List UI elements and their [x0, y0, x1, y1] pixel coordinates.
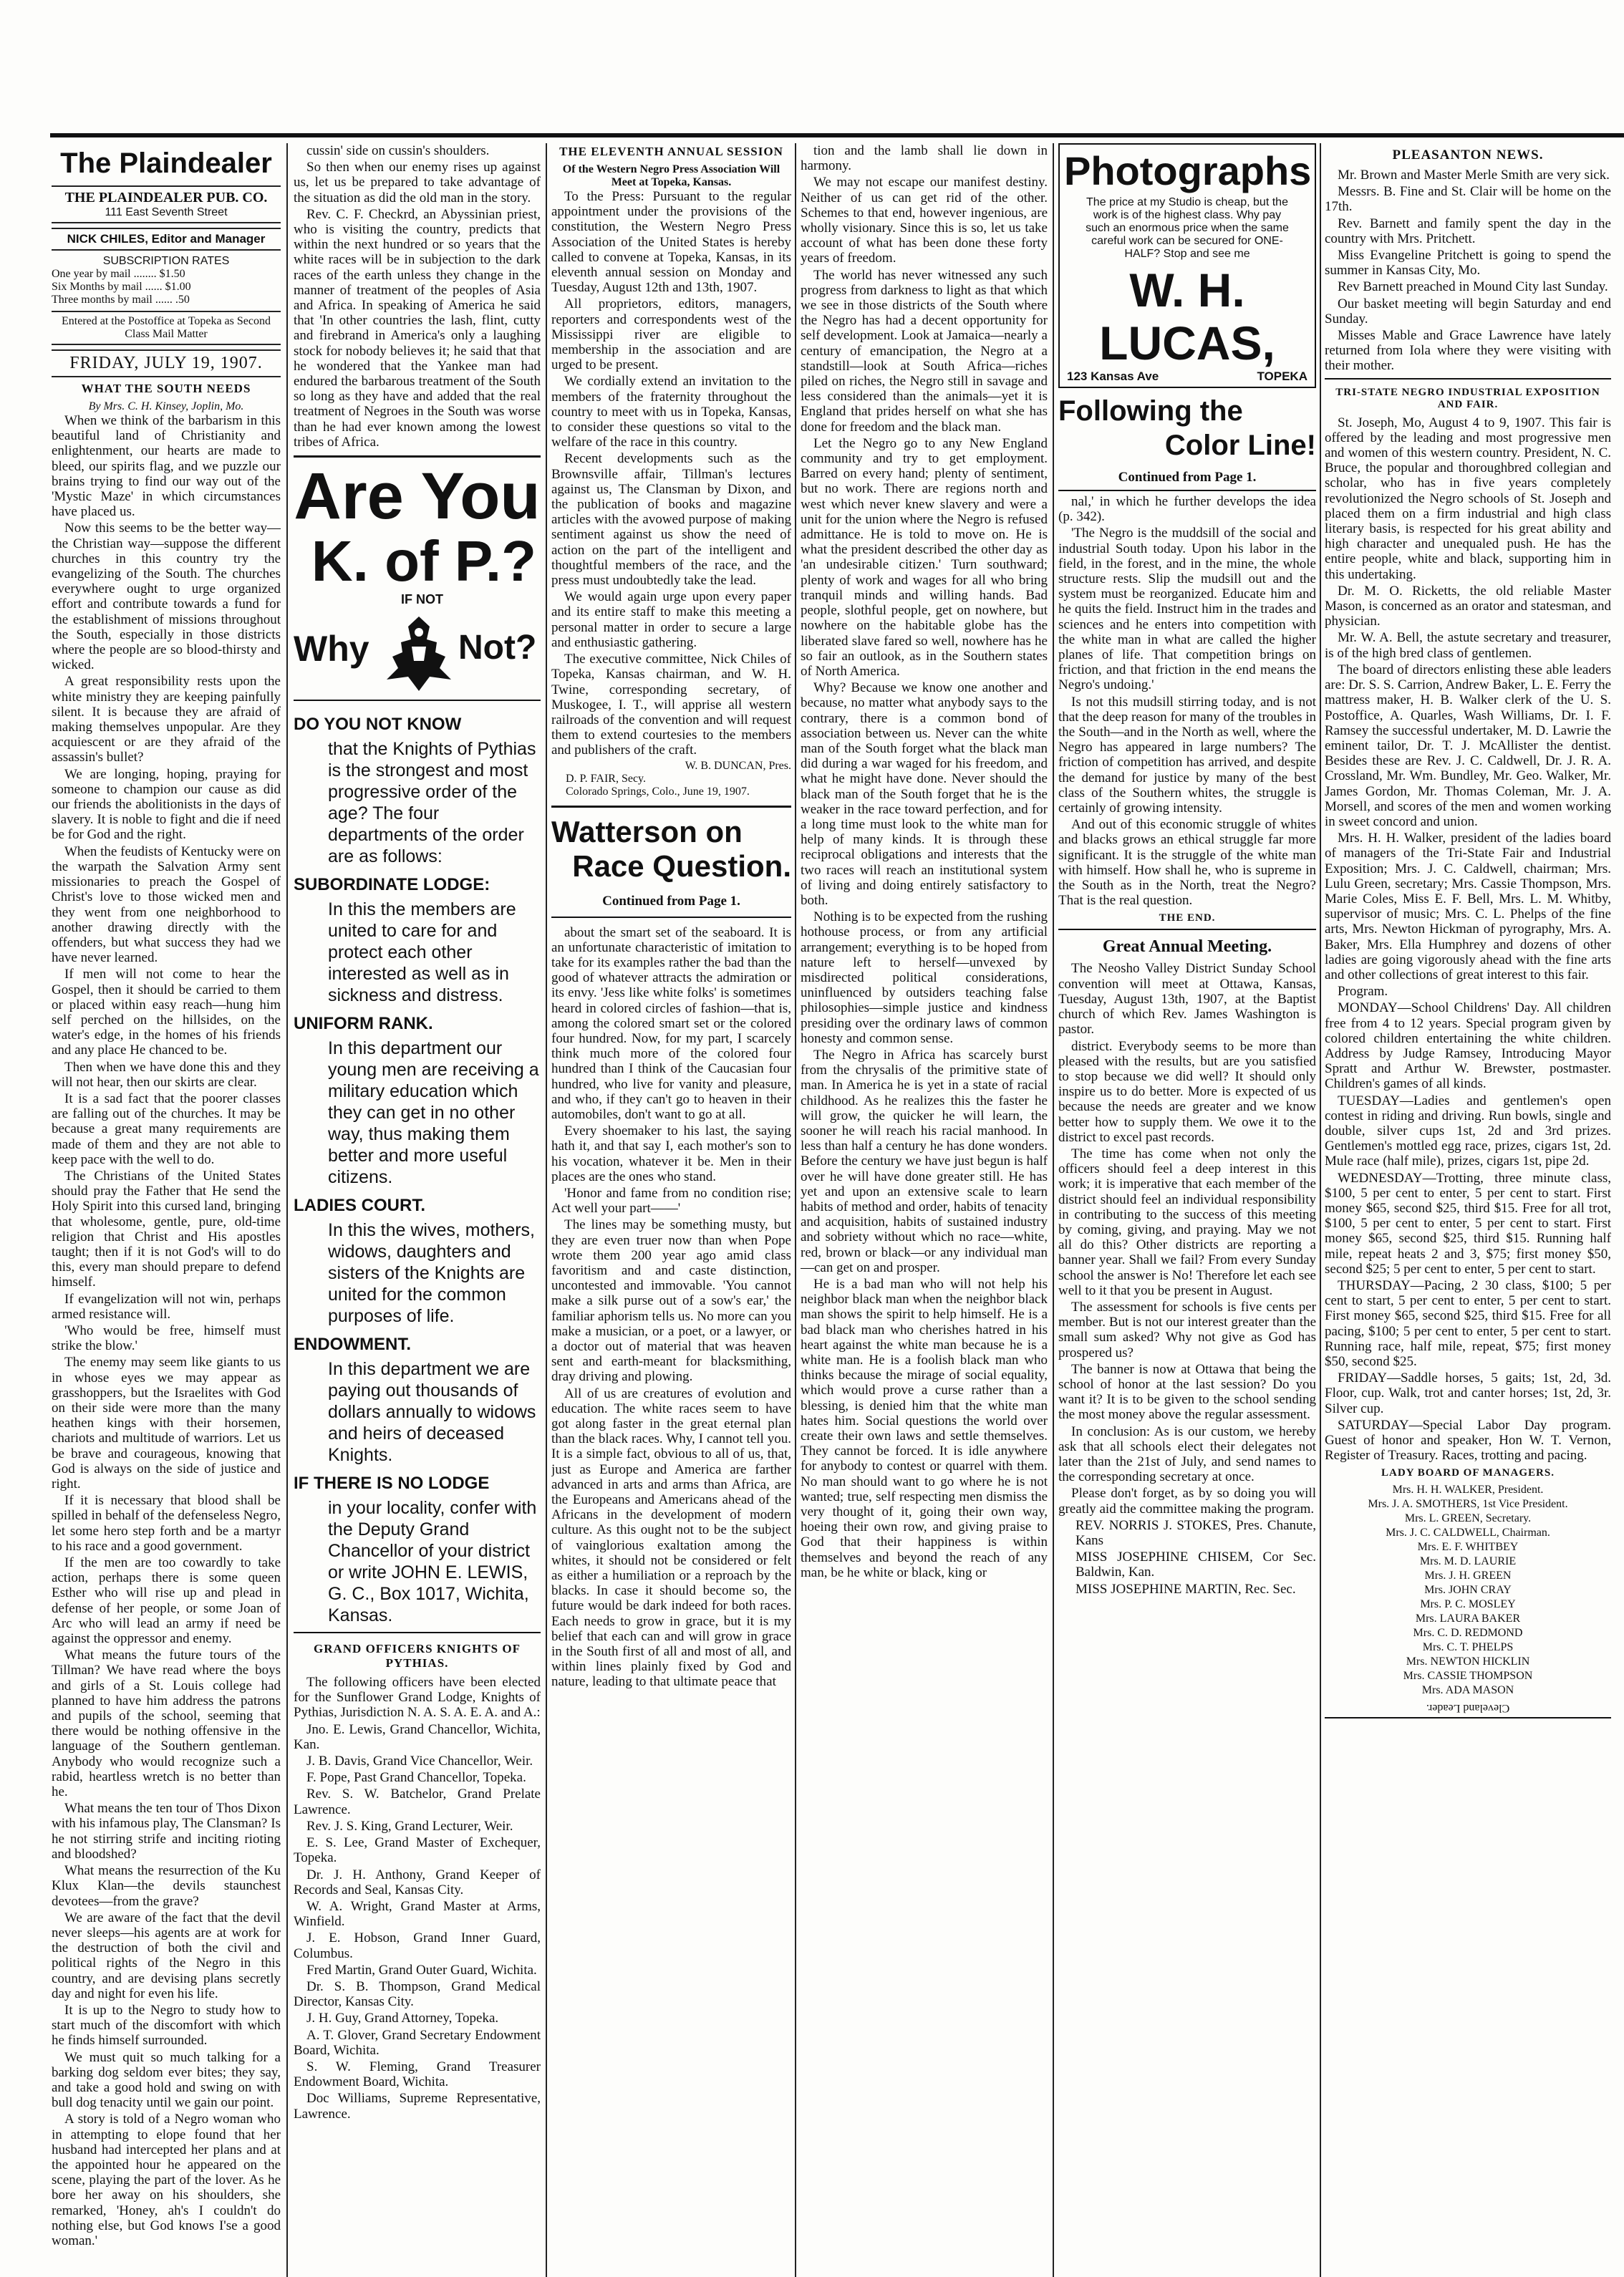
ad-title: Photographs — [1064, 148, 1312, 193]
officer-entry: J. E. Hobson, Grand Inner Guard, Columbus. — [294, 1930, 541, 1961]
paragraph: The Negro in Africa has scarcely burst from the chrysalis of the primitive state of man. In America he is yet in a state of racial childhood. As he realizes this the faster he will grow, the quicker he will learn, the sooner he will reach his racial manhood. In less than half a century he has done wonders. Before the century we have just begun is half over he will have done greater still. He has yet and upon an extensive scale to learn habits of method and order, habits of tenacity and acquisition, habits of sustained industry and sobriety without which no race—white, red, brown or black—or any individual man—can get on and prosper. — [801, 1047, 1048, 1275]
paragraph: We are aware of the fact that the devil never sleeps—his agents are at work for the destruction of both the civil and political rights of the Negro in this country, and are devising plans secretly day and night for even his life. — [52, 1910, 281, 2001]
paragraph: When the feudists of Kentucky were on the warpath the Salvation Army sent missionaries to preach the Gospel of Christ's love to those wicked men and they went from one neighborhood to another drawing directly with the offenders, but what success they had we have never learned. — [52, 843, 281, 966]
paragraph: The enemy may seem like giants to us in whose eyes we may appear as grasshoppers, but the Israelites with God on their side were more than the many heathen kings with their horsemen, chariots and multitude of warriors. Let us be brave and courageous, knowing that God is always on the side of justice and right. — [52, 1355, 281, 1492]
officer-entry: W. A. Wright, Grand Master at Arms, Winfield. — [294, 1898, 541, 1930]
paragraph: What means the future tours of the Tillman? We have read where the boys and girls of a St. Louis college had planned to have him address the patrons and pupils of the school, seeming that there would be nothing offensive in the language of the Southern gentleman. Anybody who would recognize such a rabid, heartless wretch is no better than he. — [52, 1648, 281, 1800]
section-heading: ENDOWMENT. — [294, 1335, 411, 1355]
article-headline: TRI-STATE NEGRO INDUSTRIAL EXPOSITION AND FAIR. — [1335, 386, 1600, 410]
signature: W. B. DUNCAN, Pres. — [685, 759, 791, 772]
manager-entry: Mrs. NEWTON HICKLIN — [1406, 1655, 1530, 1668]
manager-entry: Mrs. ADA MASON — [1421, 1684, 1514, 1697]
column-rule — [1053, 143, 1054, 2277]
paragraph: The lines may be something musty, but they are even truer now than when Pope wrote them 200 year ago amid class favoritism and and caste distinction, uncontested and immovable. 'You cannot make a silk purse out of a sow's ear,' the familiar aphorism tells us. No more can you make a musician, or a poet, or a lawyer, or a doctor out of material that was heaven sent and earth-meant for blacksmithing, dray driving and plowing. — [551, 1217, 791, 1385]
section-heading: SUBORDINATE LODGE: — [294, 875, 490, 895]
paragraph: Nothing is to be expected from the rushing hothouse process, or from any artificial arrangement; everything is to be hoped from nature left to herself—unvexed by misdirected political considerations, uninfluenced by outsiders teaching false philosophies—simple justice and kindness presiding over the ordinary laws of common honesty and common sense. — [801, 909, 1048, 1046]
paragraph: It is up to the Negro to study how to start much of the discomfort with which he finds himself surrounded. — [52, 2002, 281, 2049]
signature: REV. NORRIS J. STOKES, Pres. Chanute, Kans — [1076, 1517, 1316, 1548]
paragraph: Is not this mudsill stirring today, and is not that the deep reason for many of the troubles in the South—and in the North as well, where the Negro has appeared in large numbers? The friction of competition has arrived, and despite the demand for justice by many of the best class of the Southern whites, the struggle is certainly of growing intensity. — [1058, 694, 1316, 816]
column-6 — [1325, 143, 1611, 1718]
paragraph: What means the resurrection of the Ku Klux Klan—the devils staunchest devotees—from the grave? — [52, 1863, 281, 1909]
article-body — [551, 925, 791, 1690]
byline: By Mrs. C. H. Kinsey, Joplin, Mo. — [88, 400, 244, 412]
continued-note: Continued from Page 1. — [1118, 470, 1257, 485]
upside-down-credit: Cleveland Leader. — [1325, 1701, 1611, 1718]
paragraph: The following officers have been elected for the Sunflower Grand Lodge, Knights of Pythias, Jurisdiction N. A. S. A. E. A. and A.: — [294, 1675, 541, 1721]
paragraph: Please don't forget, as by so doing you will greatly aid the committee making the program. — [1058, 1486, 1316, 1517]
paragraph: If evangelization will not win, perhaps armed resistance will. — [52, 1291, 281, 1322]
section-heading: LADIES COURT. — [294, 1196, 426, 1216]
watterson-header — [551, 806, 791, 918]
continued-note: Continued from Page 1. — [602, 893, 740, 909]
masthead-address: 111 East Seventh Street — [105, 206, 228, 218]
paragraph: WEDNESDAY—Trotting, three minute class, $100, 5 per cent to enter, 5 per cent to start. First money $65, second $25, third $15. Free for all trot, $100, 5 per cent to enter, 5 per cent to start. First money $65, second $25, third $15. Running half mile, repeat heats 2 and 3, $75; first money $50, second $25; 5 per cent to enter, 5 per cent to start. — [1325, 1170, 1611, 1277]
ad-address: 123 Kansas Ave — [1067, 369, 1159, 383]
knights-helmet-icon — [380, 611, 458, 697]
news-item: Messrs. B. Fine and St. Clair will be home on the 17th. — [1325, 184, 1611, 215]
signature: MISS JOSEPHINE MARTIN, Rec. Sec. — [1076, 1581, 1296, 1597]
ad-city: TOPEKA — [1257, 369, 1308, 383]
paragraph: St. Joseph, Mo, August 4 to 9, 1907. This fair is offered by the leading and most progressive men and women of this western country. President, N. C. Bruce, the popular and thoroughbred collegian and scholar, who has in five years completely revolutionized the Negro schools of St. Joseph and placed them on a firm industrial and high class literary basis, is respected for his great ability and high character and unequaled push. He has the entire people, white and black, supporting him in this undertaking. — [1325, 415, 1611, 582]
officer-entry: J. H. Guy, Grand Attorney, Topeka. — [306, 2011, 499, 2026]
section-text: In this department we are paying out thousands of dollars annually to widows and heirs of deceased Knights. — [328, 1359, 536, 1466]
news-item: Rev Barnett preached in Mound City last Sunday. — [1338, 279, 1608, 295]
manager-entry: Mrs. J. C. CALDWELL, Chairman. — [1386, 1527, 1550, 1539]
paragraph: 'The Negro is the muddsill of the social and industrial South today. Upon his labor in the field, in the forest, and in the mine, the whole structure rests. Slip the mudsill out and the system must be reorganized. Educate him and he quits the field. Instruct him in the trades and sciences and he enters into competition with the white man in what are called the higher planes of life. That competition brings on friction, and that friction in the end means the Negro's undoing.' — [1058, 526, 1316, 693]
officer-entry: Dr. S. B. Thompson, Grand Medical Director, Kansas City. — [294, 1978, 541, 2010]
manager-entry: Mrs. P. C. MOSLEY — [1420, 1598, 1516, 1611]
photo-advertisement — [1058, 143, 1316, 388]
paragraph: nal,' in which he further develops the idea (p. 342). — [1058, 494, 1316, 525]
manager-entry: Mrs. J. H. GREEN — [1424, 1570, 1512, 1582]
paragraph: So then when our enemy rises up against us, let us be prepared to take advantage of the situation as did the old man in the story. — [294, 160, 541, 206]
column-2 — [294, 143, 541, 2123]
officer-entry: F. Pope, Past Grand Chancellor, Topeka. — [306, 1770, 526, 1786]
section-heading: DO YOU NOT KNOW — [294, 715, 462, 735]
signature: D. P. FAIR, Secy. — [566, 772, 647, 785]
paragraph: The assessment for schools is five cents per member. But is not our interest greater than the small sum asked? Why not give as God has prospered us? — [1058, 1299, 1316, 1360]
news-item: Mr. Brown and Master Merle Smith are very sick. — [1338, 168, 1610, 183]
rate-line: Six Months by mail ...... $1.00 — [52, 281, 191, 293]
officer-entry: Rev. S. W. Batchelor, Grand Prelate Lawrence. — [294, 1787, 541, 1817]
paragraph: 'Honor and fame from no condition rise; Act well your part——' — [551, 1185, 791, 1217]
paragraph: cussin' side on cussin's shoulders. — [306, 143, 490, 158]
news-item: Misses Mable and Grace Lawrence have lately returned from Iola where they were visiting with their mother. — [1325, 328, 1611, 374]
paragraph: In conclusion: As is our custom, we hereby ask that all schools elect their delegates not later than the 21st of July, and send names to the corresponding secretary at once. — [1058, 1423, 1316, 1485]
section-text: In this department our young men are receiving a military education which they can get in no other way, thus making them better and more useful citizens. — [328, 1038, 539, 1188]
paragraph: The Christians of the United States should pray the Father that He send the Holy Spirit into this cursed land, bringing that wholesome, gentle, pure, old-time religion that Christ and His apostles taught; then if it is not God's will to do this, every man should prepare to defend himself. — [52, 1168, 281, 1290]
paragraph: The executive committee, Nick Chiles of Topeka, Kansas chairman, and W. H. Twine, corresponding secretary, of Muskogee, I. T., will apprise all western railroads of the convention and will request them to extend courtesies to the members and publishers of the craft. — [551, 652, 791, 758]
article-body — [551, 189, 791, 758]
article-body — [1325, 415, 1611, 1464]
paragraph: Dr. M. O. Ricketts, the old reliable Master Mason, is concerned as an orator and statesman, and physician. — [1325, 583, 1611, 629]
signature: MISS JOSEPHINE CHISEM, Cor Sec. Baldwin, Kan. — [1076, 1550, 1316, 1580]
column-rule — [795, 143, 796, 2277]
article-title: Watterson on — [551, 814, 743, 849]
not-text: Not? — [458, 629, 537, 667]
paragraph: about the smart set of the seaboard. It is an unfortunate characteristic of imitation to take for its examples rather the bad than the good of whatever attracts the admiration or its envy. 'Jess like white folks' is sometimes heard in colored circles of fashion—that is, among the colored smart set or the colored four hundred. Now, for my part, I scarcely think much more of the colored four hundred than I think of the Caucasian four hundred, who live for vanity and pleasure, and who, if they can't go to heaven in their automobiles, don't want to go at all. — [551, 924, 791, 1122]
officer-entry: Fred Martin, Grand Outer Guard, Wichita. — [306, 1962, 537, 1978]
column-rule — [1320, 143, 1321, 2277]
paragraph: We are longing, hoping, praying for someone to champion our cause as did our friends the abolitionists in the days of slavery. It is noble to fight and die if need be for God and the right. — [52, 766, 281, 843]
paragraph: He is a bad man who will not help his neighbor black man when the neighbor black man shows the spirit to help himself. He is a bad black man who cherishes hatred in his heart against the white man because he is a white man. He is a foolish black man who thinks because the mirage of social equality, which would prove a curse rather than a blessing, is denied him that the white man hates him. Social questions the world over create their own laws and settle themselves. They cannot be forced. It is idle anywhere for anybody to contest or quarrel with them. No man should want to go where he is not wanted; true, self respecting men dismiss the very thought of it, going their own way, hoeing their own row, and giving praise to God that their happiness is within themselves and beyond the reach of any man, be he white or black, king or — [801, 1277, 1048, 1580]
manager-entry: Mrs. E. F. WHITBEY — [1417, 1541, 1519, 1554]
paragraph: And out of this economic struggle of whites and blacks grows an ethical struggle far more significant. It is the struggle of the white man with himself. How shall he, who is supreme in the South as in the North, treat the Negro? That is the real question. — [1058, 817, 1316, 909]
paragraph: MONDAY—School Childrens' Day. All children free from 4 to 12 years. Special program given by colored children entertaining the white children. Address by Judge Ramsey, Introducing Mayor Spratt and Arthur W. Brewster, postmaster. Children's games of all kinds. — [1325, 1000, 1611, 1092]
paragraph: All proprietors, editors, managers, reporters and correspondents west of the Mississippi river are eligible to membership in the association and are urged to be present. — [551, 296, 791, 373]
signature: Colorado Springs, Colo., June 19, 1907. — [566, 785, 750, 798]
kp-advertisement — [294, 455, 541, 1626]
paragraph: Program. — [1338, 984, 1388, 1000]
section-heading: IF THERE IS NO LODGE — [294, 1474, 490, 1494]
article-body — [1058, 961, 1316, 1516]
paragraph: THURSDAY—Pacing, 2 30 class, $100; 5 per cent to start, 5 per cent to enter, 5 per cent to start. First money $65, second $25, third $15. Free for all pacing, $100; 5 per cent to enter, 5 per cent to start. Running race, half mile, repeat, $75; first money $50, second $25. — [1325, 1278, 1611, 1370]
section-text: in your locality, confer with the Deputy Grand Chancellor of your district or write JOHN E. LEWIS, G. C., Box 1017, Wichita, Kansas. — [328, 1498, 537, 1626]
paragraph: All of us are creatures of evolution and education. The white races seem to have got along faster in the great eternal plan than the black races. Why, I cannot tell you. It is a simple fact, obvious to all of us, that, just as Europe and America are farther advanced in arts and arms than Africa, are the Europeans and Americans ahead of the Africans in the development of modern culture. As this ought not to be the subject of vainglorious exaltation among the whites, it should not be considered or felt as either a humiliation or a reproach by the blacks. In case it should become so, the future would be dark indeed for both races. Each needs to grow in grace, but it is my belief that each can and will grow in grace in the South first of all and most of all, and within lines plainly fixed by God and nature, leading to that ultimate peace that — [551, 1386, 791, 1690]
ad-title: Are You — [294, 460, 541, 533]
manager-entry: Mrs. L. GREEN, Secretary. — [1404, 1512, 1532, 1525]
paragraph: 'Who would be free, himself must strike the blow.' — [52, 1323, 281, 1354]
rate-line: Three months by mail ...... .50 — [52, 294, 190, 306]
masthead-title: The Plaindealer — [60, 148, 272, 179]
paragraph: We may not escape our manifest destiny. Neither of us can get rid of the other. Schemes to that end, however ingenious, are wholly visionary. Since this is so, let us take account of what has been done these forty years of freedom. — [801, 175, 1048, 266]
paragraph: We cordially extend an invitation to the members of the fraternity throughout the country to meet with us in Topeka, Kansas, to consider these questions so vital to the welfare of the race in this country. — [551, 374, 791, 450]
column-3 — [551, 143, 791, 1691]
section-text: that the Knights of Pythias is the strongest and most progressive order of the age? The four departments of the order are as follows: — [328, 739, 536, 867]
end-marker: THE END. — [1159, 912, 1216, 924]
manager-entry: Mrs. M. D. LAURIE — [1419, 1555, 1517, 1568]
officer-entry: Doc Williams, Supreme Representative, Lawrence. — [294, 2091, 541, 2122]
section-text: In this the members are united to care for and protect each other interested as well as in sickness and distress. — [328, 899, 516, 1006]
paragraph: The time has come when not only the officers should feel a deep interest in this work; it is imperative that each member of the district should feel an individual responsibility in contributing to the success of this meeting by coming, giving, and praying. May we not all do this? Other districts are reporting a banner year. Shall we fail? From every Sunday school the answer is No! Therefore let each see well to it that you be present in August. — [1058, 1146, 1316, 1298]
paragraph: Then when we have done this and they will not hear, then our skirts are clear. — [52, 1059, 281, 1090]
ad-title: K. of P.? — [311, 529, 536, 594]
column-rule — [546, 143, 547, 2277]
paragraph: Mr. W. A. Bell, the astute secretary and treasurer, is of the high bred class of gentlemen. — [1325, 630, 1611, 661]
article-headline: WHAT THE SOUTH NEEDS — [81, 382, 251, 395]
column-5 — [1058, 143, 1316, 1598]
paragraph: A great responsibility rests upon the white ministry they are keeping painfully silent. It is because they are afraid of making themselves unpopular. Are they acquiescent or are they afraid of the assassin's bullet? — [52, 674, 281, 765]
ad-name: W. H. LUCAS, — [1099, 264, 1275, 369]
paragraph: district. Everybody seems to be more than pleased with the results, but are you satisfied to stop because we did well? It should only inspire us to do better. More is expected of us because the needs are greater and we know better how to supply them. We owe it to the district to excel past records. — [1058, 1038, 1316, 1145]
section-heading: LADY BOARD OF MANAGERS. — [1381, 1467, 1555, 1479]
news-item: Miss Evangeline Pritchett is going to spend the summer in Kansas City, Mo. — [1325, 248, 1611, 279]
masthead-publisher: THE PLAINDEALER PUB. CO. — [64, 190, 268, 206]
paragraph: If men will not come to hear the Gospel, then it should be carried to them or placed within easy reach—hung him self perched on the hillsides, on the water's edge, in the homes of his friends and any place He chanced to be. — [52, 967, 281, 1058]
article-body — [294, 143, 541, 450]
paragraph: What means the ten tour of Thos Dixon with his infamous play, The Clansman? Is he not stirring strife and inciting rioting and bloodshed? — [52, 1801, 281, 1862]
article-title: Race Question. — [572, 849, 791, 883]
article-body — [52, 413, 281, 2248]
officer-entry: E. S. Lee, Grand Master of Exchequer, Topeka. — [294, 1835, 541, 1866]
paragraph: It is a sad fact that the poorer classes are falling out of the churches. It may be because a great many requirements are made of them and they are not able to keep pace with the well to do. — [52, 1091, 281, 1167]
column-rule — [286, 143, 288, 2277]
manager-entry: Mrs. C. D. REDMOND — [1413, 1627, 1523, 1640]
officer-entry: J. B. Davis, Grand Vice Chancellor, Weir. — [306, 1754, 533, 1769]
paragraph: tion and the lamb shall lie down in harmony. — [801, 143, 1048, 174]
top-rule — [50, 133, 1624, 137]
paragraph: TUESDAY—Ladies and gentlemen's open contest in riding and driving. Run bowls, single and double, silver cups 1st, 2d and 3rd prizes. Gentlemen's mottled egg race, prizes, cigars 1st, 2d. Mule race (half mile), prizes, cigars 1st, pipe 2d. — [1325, 1093, 1611, 1169]
manager-entry: Mrs. LAURA BAKER — [1415, 1613, 1521, 1625]
paragraph: The board of directors enlisting these able leaders are: Dr. S. S. Carrion, Andrew Baker, L. E. Ferry the mattress maker, H. B. Walker clerk of the U. S. Postoffice, A. Quarles, Wash Williams, Dr. I. F. Ramsey the successful undertaker, M. D. Lawrie the eminent tailor, Dr. T. J. McAllister the dentist. Besides these are Rev. J. C. Caldwell, Dr. J. R. A. Crossland, Mr. Wm. Bundley, Mr. Geo. Walker, Mr. James Gordon, Mr. Thomas Coleman, Mr. J. A. Morsell, and scores of the men and women working in sweet concord and union. — [1325, 662, 1611, 829]
article-headline: PLEASANTON NEWS. — [1392, 148, 1544, 163]
column-4 — [801, 143, 1048, 1582]
column-1 — [52, 143, 281, 2250]
paragraph: Every shoemaker to his last, the saying hath it, and that say I, each mother's son to his vocation, whatever it be. Men in their places are the ones who stand. — [551, 1123, 791, 1184]
article-title: Color Line! — [1164, 430, 1316, 461]
paragraph: Rev. C. F. Checkrd, an Abyssinian priest, who is visiting the country, predicts that within the next hundred or so years that the white races will be in subjection to the dark races of the earth unless they change in the manner of treatment of the peoples of Asia and Africa. In speaking of America he said that 'In other countries the lash, flint, cutty and firebrand in America's only a laughing stock for nobody believes it; he said that that he wondered that the Yankee man had endured the barbarous treatment of the South so long as they have and added that the real treatment of Negroes in the South was worse than he had ever known among the lowest tribes of Africa. — [294, 206, 541, 450]
mail-notice: Entered at the Postoffice at Topeka as Second Class Mail Matter — [52, 311, 281, 345]
ad-text: The price at my Studio is cheap, but the work is of the highest class. Why pay such an enormous price when the same careful work can be secured for ONE-HALF? Stop and see me — [1086, 196, 1289, 260]
article-headline: GRAND OFFICERS KNIGHTS OF PYTHIAS. — [314, 1642, 521, 1671]
paragraph: We must quit so much talking for a barking dog seldom ever bites; they say, and take a good hold and swing on with bull dog tenacity until we gain our point. — [52, 2049, 281, 2111]
article-headline: Great Annual Meeting. — [1102, 937, 1272, 957]
article-headline: THE ELEVENTH ANNUAL SESSION — [559, 145, 783, 158]
news-item: Our basket meeting will begin Saturday and end Sunday. — [1325, 296, 1611, 327]
article-subhead: Of the Western Negro Press Association Will Meet at Topeka, Kansas. — [562, 163, 780, 188]
paragraph: Mrs. H. H. Walker, president of the ladies board of managers of the Tri-State Fair and Industrial Exposition; Mrs. J. C. Caldwell, chairman; Mrs. Lulu Green, secretary; Mrs. Cassie Thompson, Mrs. Marie Coles, Miss E. F. Bell, Mrs. L. M. Whitby, supervisor of music; Mrs. C. L. Phelps of the fine arts, Mrs. Newton Hickman of pyrography, Mrs. A. Baker, Mrs. Ella Humphrey and dozens of other ladies are going vigorously ahead with the fine arts and other collections of great interest to this fair. — [1325, 831, 1611, 982]
color-line-header — [1058, 394, 1316, 491]
rate-line: One year by mail ........ $1.50 — [52, 268, 185, 280]
article-body — [1325, 168, 1611, 374]
officer-entry: A. T. Glover, Grand Secretary Endowment Board, Wichita. — [294, 2027, 541, 2058]
masthead-editor: NICK CHILES, Editor and Manager — [67, 232, 266, 246]
paragraph: Let the Negro go to any New England community and try to get employment. Barred on every hand; plenty of sentiment, but no work. There are regions north and west which never knew slavery and were a unit for the union where the Negro is refused admittance. He is told to move on. He is what the president described the other day as 'an undesirable citizen.' Turn southward; plenty of work and wages for all who bring tranquil minds and willing hands. Bad people, slothful people, get on nowhere, but nowhere on the habitable globe has the liberated slave fared so well, nowhere has he so fair an outlook, as in the Southern states of North America. — [801, 435, 1048, 679]
paragraph: To the Press: Pursuant to the regular appointment under the provisions of the constitution, the Western Negro Press Association of the United States is hereby called to convene at Topeka, Kansas, in its eleventh annual session on Monday and Tuesday, August 12th and 13th, 1907. — [551, 189, 791, 296]
manager-entry: Mrs. CASSIE THOMPSON — [1403, 1670, 1533, 1683]
why-text: Why — [294, 629, 369, 669]
paragraph: SATURDAY—Special Labor Day program. Guest of honor and speaker, Hon W. T. Vernon, Register of Treasury. Races, trotting and pacing. — [1325, 1417, 1611, 1464]
paragraph: If it is necessary that blood shall be spilled in behalf of the defenseless Negro, let some hero step forth and be a martyr to his race and a good government. — [52, 1493, 281, 1554]
paragraph: The world has never witnessed any such progress from darkness to light as that which we see in those districts of the South where the Negro has had a decent opportunity for self development. Look at Jamaica—nearly a century of emancipation, the Negro at a standstill—look at South Africa—riches piled on riches, the Negro still in savage and less considered than the animals—yet it is England that prides herself on what she has done for freedom and the black man. — [801, 267, 1048, 435]
rates-heading: SUBSCRIPTION RATES — [102, 255, 230, 267]
section-text: In this the wives, mothers, widows, daughters and sisters of the Knights are united for the common purposes of life. — [328, 1220, 536, 1327]
officer-entry: Jno. E. Lewis, Grand Chancellor, Wichita, Kan. — [294, 1721, 541, 1752]
article-title: Following the — [1058, 395, 1243, 427]
paragraph: We would again urge upon every paper and its entire staff to make this meeting a personal matter in order to secure a large and enthusiastic gathering. — [551, 589, 791, 650]
manager-entry: Mrs. C. T. PHELPS — [1422, 1641, 1514, 1654]
paragraph: The Neosho Valley District Sunday School convention will meet at Ottawa, Kansas, Tuesday, August 13th, 1907, at the Baptist church of which Rev. James Washington is pastor. — [1058, 961, 1316, 1038]
article-body — [801, 143, 1048, 1580]
issue-date: FRIDAY, JULY 19, 1907. — [52, 349, 281, 377]
news-item: Rev. Barnett and family spent the day in the country with Mrs. Pritchett. — [1325, 216, 1611, 246]
if-not-text: IF NOT — [401, 592, 443, 607]
paragraph: When we think of the barbarism in this beautiful land of Christianity and enlightenment, our hearts are made to bleed, our spirits flag, and we puzzle our brains trying to find our way out of the 'Mystic Maze' in which circumstances have placed us. — [52, 413, 281, 520]
officer-entry: Dr. J. H. Anthony, Grand Keeper of Records and Seal, Kansas City. — [294, 1867, 541, 1898]
officer-entry: S. W. Fleming, Grand Treasurer Endowment Board, Wichita. — [294, 2059, 541, 2090]
paragraph: The banner is now at Ottawa that being the school of honor at the last session? Do you want it? It is to be given to the school sending the most money above the regular assessment. — [1058, 1361, 1316, 1423]
paragraph: Recent developments such as the Brownsville affair, Tillman's lectures against us, The Clansman by Dixon, and the publication of books and magazine articles with the avowed purpose of making sentiment against us show the need of action on the part of the intelligent and thoughtful members of the race, and the press must undoubtedly take the lead. — [551, 451, 791, 589]
paragraph: Why? Because we know one another and because, no matter what anybody says to the contrary, there is a common bond of association between us. Never can the white man of the South forget what the black man did during a war waged for his freedom, and what he might have done. Never should the black man of the South forget that he is the weaker in the race toward perfection, and for a long time must look to the white man for help of many kinds. It is through these reciprocal obligations and interests that the two races will reach an institutional system of living and doing entirely satisfactory to both. — [801, 680, 1048, 908]
managers-list — [1325, 1484, 1611, 1697]
ad-emblem-row — [294, 592, 541, 700]
manager-entry: Mrs. JOHN CRAY — [1424, 1584, 1512, 1597]
section-heading: UNIFORM RANK. — [294, 1014, 433, 1034]
officers-list — [294, 1722, 541, 2122]
officer-entry: Rev. J. S. King, Grand Lecturer, Weir. — [306, 1818, 513, 1834]
article-body — [1058, 494, 1316, 908]
paragraph: FRIDAY—Saddle horses, 5 gaits; 1st, 2d, 3d. Floor, cup. Walk, trot and canter horses; 1st, 2d, 3r. Silver cup. — [1325, 1370, 1611, 1416]
manager-entry: Mrs. J. A. SMOTHERS, 1st Vice President. — [1368, 1498, 1568, 1511]
paragraph: A story is told of a Negro woman who in attempting to elope found that her husband had intercepted her plans and at the appointed hour he appeared on the scene, playing the part of the lover. As he bore her away on his shoulders, she remarked, 'Honey, ah's I couldn't do nothing else, but God knows I'se a good woman.' — [52, 2112, 281, 2248]
paragraph: Now this seems to be the better way—the Christian way—suppose the different churches in this country try the evangelizing of the South. The churches everywhere ought to urge organized effort and contribute towards a fund for the establishment of missions throughout the South, especially in those districts where the people are so blood-thirsty and wicked. — [52, 521, 281, 673]
signature-block — [1058, 1518, 1316, 1597]
manager-entry: Mrs. H. H. WALKER, President. — [1392, 1484, 1544, 1497]
paragraph: If the men are too cowardly to take action, perhaps there is some queen Esther who will rise up and plead in defense of her people, or some Joan of Arc who will lead an army if need be against the oppressor and enemy. — [52, 1555, 281, 1647]
